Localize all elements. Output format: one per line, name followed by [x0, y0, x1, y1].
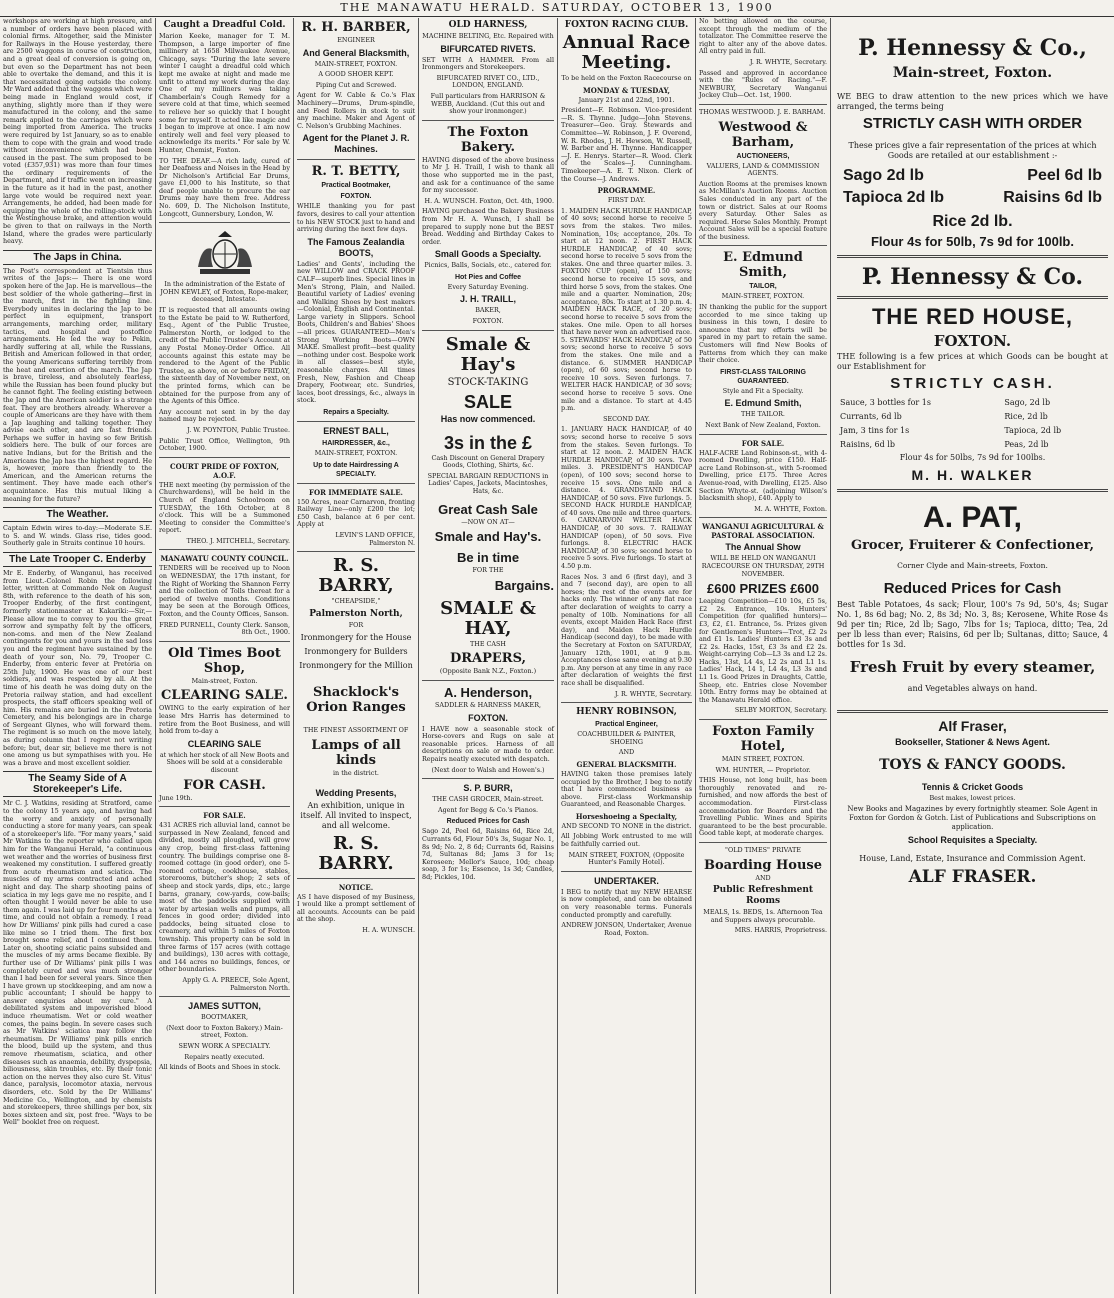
sale-heading: SALE — [463, 391, 512, 412]
rivets-heading: BIFURCATED RIVETS. — [440, 43, 536, 54]
column-1 — [0, 18, 155, 1294]
henderson-town: FOXTON. — [468, 712, 508, 723]
smith-style: Style and Fit a Specialty. — [722, 386, 804, 395]
smith-heading: E. Edmund Smith, — [723, 250, 803, 281]
westwood-trade: AUCTIONEERS, — [736, 152, 790, 160]
rivets-company: BIFURCATED RIVET CO., LTD., LONDON, ENGLAND. — [436, 73, 540, 90]
court-signature: THEO. J. MITCHELL, Secretary. — [186, 536, 290, 545]
barber-trade: ENGINEER — [337, 36, 375, 44]
ball-trade: HAIRDRESSER, &c., — [322, 440, 390, 447]
show-heading: The Annual Show — [725, 542, 801, 553]
annual-meeting-heading: Annual Race Meeting. — [562, 32, 691, 73]
the-cash: THE CASH — [470, 639, 506, 648]
first-day-heading: FIRST DAY. — [607, 196, 646, 205]
burr-grocer: THE CASH GROCER, Main-street. — [432, 795, 544, 804]
reduced-prices-text: Sago 2d, Peel 6d, Raisins 6d, Rice 2d, Currants 6d, Flour 50's 3s, Sugar No. 1, 8s 9d; No. 2, 8 6d; Currants 6d, Raisins 7d, Sultanas 8d; Jams 3 for 1s; Keroseen; Mellor's Sauce, 10d; cheap soap, 3 for 1s; Essence, 1s 3d; Candles, 8d; Pickles, 10d. — [422, 827, 554, 881]
trooper-article: Mr E. Enderby, of Wanganui, has received from Lieut.-Colonel Robin the following letter, written at Commando Nek on August 8th, with reference to the death of his son, Trooper Enderby, of the first contingent, formerly stationmaster at Kakariki:—Sir,—Please allow me to convey to you the great sorrow and sympathy felt by the officers, non-coms. and men of the New Zealand contingents for you and yours in the sad loss you and the regiment have sustained by the death of your son, No. 79, Trooper C. Enderby, from enteric fever at Pretoria on 25th July, 1900. He was one of our best soldiers, and was respected by all. At the time of his death he was doing duty on the Pretoria railway station, and had excellent prospects, the staff officers speaking well of him. His remains are buried in the Pretoria Cemetery, and his belongings are in charge of Sergeant Glynes, who will forward them. The regiment is so much on the move lately, as during column that I regret not writing before; but, dear sir, believe me there is not one among us but sympathises with you. He was a brave and most excellent soldier. — [3, 569, 152, 767]
council-heading: MANAWATU COUNTY COUNCIL. — [160, 554, 289, 564]
zealandia-heading: The Famous Zealandia BOOTS, — [307, 236, 405, 258]
seamy-article: Mr C. J. Watkins, residing at Stratford, came to the colony 15 years ago, and having had the worry and anxiety of personally conducting a store for many years, can speak of a storekeeper's life. "For many years," said Mr Watkins to the reporter who called upon him for the Wanganui Herald, "a continuous wet weather and the worries of business first weakened my constitution. I suffered greatly from acute rheumatism and sciatica. The muscles of my arms contracted and ached night and day. The sharp shooting pains of sciatica in my legs gave me no respite, and I often thought I would never be able to use them again. I was laid up for four months at a time, and could not obtain a remedy. I read how Dr Williams' pink pills had cured a case like mine so I tried them. The first box brought some relief, and I continued them. Later on, shooting sciatic pains subsided and the muscles of my arms became flexible. By further use of Dr Williams' pink pills I was completely cured and was much stronger than I had been for several years. Since then I have grown up stockkeeping, and am now a public accountant; I should be happy to answer enquiries about my cure." A debilitated system and impoverished blood induce rheumatism. Wet or cold weather comes, the pains begin. In severe cases such as Mr Watkins' sciatica may follow the rheumatism. Dr Williams' pink pills enrich the blood, build up the system, and thus remove rheumatism, sciatica, and other diseases such as anaemia, debility, dyspepsia, biliousness, skin troubles, etc. By their tonic action on the nerves they also cure St. Vitus' dance, paralysis, locomotor ataxia, nervous disorders, etc. Sold by the Dr Williams' Medicine Co., Wellington, and by chemists and storekeepers, three shillings per box, six boxes sixteen and six, post free. "Ways to be Well" booklet free on request. — [3, 799, 152, 1127]
hotel-proprietor: WM. HUNTER, — Proprietor. — [715, 765, 811, 774]
planet-heading: Agent for the Planet J. R. Machines. — [302, 133, 410, 155]
fraser-heading-2: ALF FRASER. — [908, 867, 1037, 888]
bakery-heading: The Foxton Bakery. — [447, 124, 529, 155]
notice-heading: NOTICE. — [338, 882, 374, 892]
column-5 — [558, 18, 695, 1294]
strictly-cash-heading: STRICTLY CASH WITH ORDER — [862, 115, 1083, 132]
rice-price: Rice 2d lb. — [932, 213, 1013, 230]
column-2 — [156, 18, 293, 1294]
betty-trade: Practical Bootmaker, — [321, 182, 391, 190]
refreshment-signature: MRS. HARRIS, Proprietress. — [734, 926, 827, 935]
henry-and: AND — [618, 748, 635, 757]
smith-next: Next Bank of New Zealand, Foxton. — [705, 421, 821, 429]
henderson-notice: I HAVE now a seasonable stock of Horse-covers and Rugs on sale at reasonable prices. Harness of all descriptions on sale or made to order. Repairs neatly executed with despatch. — [422, 724, 554, 763]
bakery-signature: H. A. WUNSCH. Foxton, Oct. 4th, 1900. — [424, 196, 554, 205]
farm-sale-notice: 431 ACRES rich alluvial land, cannot be surpassed in New Zealand, fenced and divided, mostly all ploughed, will grow any crop, being first-class fattening country. The buildings comprise one 8-roomed cottage (in good order), one 5-roomed cottage, cookhouse, stables, storerooms, butcher's shop; 2 sets of sheep and stock yards, dips, etc.; large barns, granary, cow-yards, cow-bails; most of the paddocks supplied with water by artesian wells and pumps, all fences in good order; divided into paddocks, being situated close to creamery, and within 5 miles of Foxton township. This property can be sold in three farms of 157 acres (with cottage and buildings), 130 acres with cottage, and 144 acres no buildings, fences, or other boundaries. — [159, 821, 290, 974]
barry-line-3: Ironmongery for the Million — [299, 661, 413, 671]
smith-heading-2: E. Edmund Smith, — [724, 398, 802, 409]
first-day-races: 1. MAIDEN HACK HURDLE HANDICAP, of 40 sovs; second horse to receive 5 sovs from the stakes. Two miles. Nomination, 10s; acceptance, 20s. To start at 12 noon. 2. FIRST HACK HURDLE HANDICAP, of 40 sovs; second horse to receive 5 sovs from the stakes. One and three quarter miles. 3. FOXTON CUP (open), of 150 sovs; second horse to receive 15 sovs, and third horse 5 sovs, from the stakes. One mile and a quarter. Nomination, 20s; acceptance, 80s. To start at 1.30 p.m. 4. MAIDEN HACK RACE, of 20 sovs; second horse to receive 5 sovs from the stakes. One mile. Open to all horses that have never won an advertised race. 5. STEWARDS' HACK HANDICAP, of 50 sovs; second horse to receive 5 sovs from the stakes. One mile and a distance. 6. SUMMER HANDICAP (open), of 60 sovs; second horse to receive 10 sovs. Seven furlongs. 7. WELTER HACK HANDICAP, of 30 sovs; second horse to receive 5 sovs. One mile and a distance. To start at 4.45 p.m. — [561, 206, 692, 413]
tennis-heading: Tennis & Cricket Goods — [921, 781, 1024, 792]
smale-opposite: (Opposite Bank N.Z., Foxton.) — [439, 667, 537, 676]
boarding-heading: Boarding House — [703, 857, 823, 873]
ball-address: MAIN-STREET, FOXTON. — [314, 449, 398, 457]
clearing-sale-heading: CLEARING SALE. — [161, 688, 288, 704]
council-notice: TENDERS will be received up to Noon on WEDNESDAY, the 17th instant, for the Right of Working the Shannon Ferry and the collection of Tolls thereat for a period of twelve months. Conditions may be seen at the Borough Offices, Foxton, and the County Offices, Sanson. — [159, 564, 290, 619]
price-cell: Jam, 3 tins for 1s — [840, 426, 910, 435]
immediate-sale-signature: LEVIN'S LAND OFFICE, Palmerston N. — [335, 530, 415, 547]
reduced-heading-2: Reduced Prices for Cash — [883, 579, 1062, 597]
old-times-heading: "OLD TIMES" PRIVATE — [725, 845, 801, 854]
westwood-heading: Westwood & Barham, — [718, 119, 808, 150]
sale2-notice: HALF-ACRE Land Robinson-st., with 4-roomed Dwelling, price £150. Half-acre Land Robinson-st., with 5-roomed Dwelling, price £175. Three Acres Avenue-road, with Dwelling, £125. Also Section Whyte-st. (adjoining Wilson's blacksmith shop), £40. Apply to — [699, 448, 827, 503]
henry-general: GENERAL BLACKSMITH. — [576, 759, 677, 769]
refreshment-heading: Public Refreshment Rooms — [712, 885, 814, 907]
reduced-text-2: Best Table Potatoes, 4s sack; Flour, 100's 7s 9d, 50's, 4s; Sugar No. 1, 8s 6d bag; No. 2, 8s 3d; No. 3, 8s; Kerosene, White Rose 4s 9d per tin; Rice, 2d lb; Sago, 7lbs for 1s; Tapioca, ditto; Tea, 2d per lb less than ever; Raisins, 6d per lb; Sultanas, ditto; Sauce, 4 bottles for 1s 3d. — [837, 599, 1108, 649]
for-the: FOR THE — [472, 566, 504, 575]
fraser-details: New Books and Magazines by every fortnightly steamer. Sole Agent in Foxton for Gordon & Gotch. List of Publications and Subscriptions on application. — [847, 805, 1098, 832]
great-sale-heading: Great Cash Sale — [438, 501, 538, 517]
small-goods-sub: Picnics, Balls, Socials, etc., catered for. — [424, 261, 552, 270]
price-row — [839, 439, 1106, 451]
barry-for: FOR — [348, 620, 364, 629]
estate-notice: IT is requested that all amounts owing to the Estate be paid to W. Rutherford, Esq., Agent of the Public Trustee, Palmerston North, or lodged to the credit of the Public Trustee's Account at any Postal Money-Order Office. All accounts against this estate may be rendered to the Agent of the Public Trustee, as above, on or before FRIDAY, the sixteenth day of November next, on the printed forms, which can be obtained for the purpose from any of the Agents of this Office. — [159, 306, 290, 406]
undertaker-signature: ANDREW JONSON, Undertaker, Avenue Road, Foxton. — [561, 921, 692, 937]
second-day-races: 1. JANUARY HACK HANDICAP, of 40 sovs; second horse to receive 5 sovs from the stakes. Seven furlongs. To start at 12 noon. 2. MAIDEN HACK HURDLE HANDICAP, of 30 sovs. Two miles. 3. PRESIDENT'S HANDICAP (open), of 100 sovs; second horse to receive 15 sovs. One mile and a distance. 4. GRANDSTAND HACK HANDICAP, of 50 sovs. Five furlongs. 5. SECOND HACK HURDLE HANDICAP, of 40 sovs. One mile and three quarters. 6. CARNARVON WELTER HACK HANDICAP, of 30 sovs. 7. RAILWAY HANDICAP (open), of 50 sovs. Five furlongs. 8. ELECTRIC HACK HANDICAP, of 30 sovs; second horse to receive 5 sovs. Five furlongs. To start at 4.50 p.m. — [561, 425, 692, 571]
japs-heading: The Japs in China. — [3, 250, 152, 265]
barry-line-1: Ironmongery for the House — [300, 633, 412, 643]
pat-address: Corner Clyde and Main-streets, Foxton. — [897, 561, 1048, 570]
betty-address: FOXTON. — [340, 193, 372, 201]
barber-shoer: A GOOD SHOER KEPT. — [318, 70, 394, 79]
be-in-time: Be in time — [456, 550, 520, 566]
price-cell: Raisins, 6d lb — [840, 440, 895, 449]
retailed-text: These prices give a fair representation of the prices at which Goods are retailed at our establishment :- — [848, 141, 1097, 160]
fruit-heading: Fresh Fruit by every steamer, — [849, 657, 1096, 676]
second-day-heading: SECOND DAY. — [603, 414, 650, 423]
westwood-partners: THOMAS WESTWOOD. J. E. BARHAM. — [699, 107, 826, 116]
discount-heading: 3s in the £ — [443, 432, 533, 453]
wedding-text: An exhibition, unique in itself. All invited to inspect, and all welcome. — [300, 800, 412, 830]
burr-heading: S. P. BURR, — [463, 783, 513, 794]
cash-date: June 19th. — [159, 793, 193, 802]
hennessy-address: Main-street, Foxton. — [892, 65, 1053, 81]
price-cell: Sauce, 3 bottles for 1s — [840, 398, 931, 407]
henderson-trade: SADDLER & HARNESS MAKER, — [434, 701, 542, 709]
sutton-repairs: Repairs neatly executed. — [184, 1052, 265, 1061]
immediate-sale-heading: FOR IMMEDIATE SALE. — [309, 487, 403, 497]
drapers-heading: DRAPERS, — [449, 651, 527, 667]
show-details: Leaping Competition—£10 10s, £5 5s, £2 2s. Entrance, 10s. Hunters' Competition (for qualified hunters)—£3, £2, £1. Entrance, 5s. Prizes given for Gentlemen's Hunters—Trot, £2 2s and £1 1s. Ladies' Hunters £3 3s and £2 2s. Hacks, 15st, £3 3s and £2 2s. Weight-carrying Cob—L3 3s and L2 2s. Hacks, 13st, L4 4s, L2 2s and L1 1s. Ladies' Hack, 14 1, L4 4s, L3 3s and L1 1s. Good Prizes in Draughts, Cattle, Sheep, etc. Entries close November 10th. Entry forms may be obtained at the Manawatu Herald office. — [699, 597, 827, 704]
estate-heading: In the administration of the Estate of JOHN KEWLEY, of Foxton, Rope-maker, deceased, Intestate. — [160, 280, 289, 304]
bakery-notice: HAVING disposed of the above business to Mr J. H. Traill, I wish to thank all those who supported me in the past, and ask for a continuance of the same for my successor. — [422, 155, 554, 195]
barry-cheapside: "CHEAPSIDE," — [331, 597, 381, 606]
henry-heading: HENRY ROBINSON, — [576, 707, 677, 718]
ball-slogan: Up to date Hairdressing A SPECIALTY. — [313, 461, 399, 478]
price-cell: Sago 2d lb — [843, 167, 924, 184]
rivets-note: Full particulars from HARRISON & WEBB, Auckland. (Cut this out and show your ironmonger.) — [430, 91, 546, 116]
for-sale-heading: FOR SALE. — [203, 811, 246, 821]
henry-trade: Practical Engineer, — [595, 721, 658, 729]
harness-sub: MACHINE BELTING, Etc. Repaired with — [422, 32, 554, 40]
traill-notice: HAVING purchased the Bakery Business from Mr H. A. Wunsch, I shall be prepared to supply none but the BEST Bread. Wedding and Birthday Cakes to order. — [422, 207, 554, 246]
betting-signature: J. R. WHYTE, Secretary. — [749, 57, 827, 66]
notice-text: AS I have disposed of my Business, I would like a prompt settlement of all accounts. Accounts can be paid at the shop. — [297, 892, 415, 924]
repairs-heading: Repairs a Specialty. — [323, 409, 389, 416]
tennis-sub: Best makes, lowest prices. — [929, 793, 1016, 802]
price-row — [839, 188, 1106, 208]
barber-smith: And General Blacksmith, — [302, 47, 410, 58]
henry-coach: COACHBUILDER & PAINTER, SHOEING — [577, 730, 676, 746]
toys-heading: TOYS & FANCY GOODS. — [879, 756, 1066, 773]
school-heading: School Requisites a Specialty. — [907, 835, 1038, 846]
betty-notice: WHILE thanking you for past favors, desires to call your attention to his NEW STOCK just to hand and arriving during the next few days. — [297, 202, 415, 234]
race-signature: J. R. WHYTE, Secretary. — [614, 689, 692, 698]
fraser-trade: Bookseller, Stationer & News Agent. — [895, 736, 1050, 747]
meeting-venue: To be held on the Foxton Racecourse on — [561, 74, 692, 82]
barry-line-2: Ironmongery for Builders — [304, 647, 408, 657]
railway-article: workshops are working at high pressure, and a number of orders have been placed with colonial firms. Altogether, said the Minister for Railways in the House yesterday, there are 2500 waggons in course of construction, and a great deal of conversion is going on, but even so the Department has not been able to overtake the demand, and this it is that necessitated going outside the colony. Mr Ward added that the waggons which were being made in England would cost, if anything, slightly more than if they were manufactured in the colony, and the same remark applied to the carriages which were being imported from America. The trucks were required by 1st January, so as to enable them to cope with the grain and wood trade without inconvenience which had been caused in the past. The sum proposed to be voted (£357,931) was more than four times the ordinary requirements of the Department, and if traffic went on increasing in the future as it had in the past, another large vote would be required next year. Arrangements, he added, had been made for equipping the whole of the rolling-stock with the Westinghouse brake, and attention would be given to that on railways in the North Island, where the grades were particularly heavy. — [3, 18, 152, 246]
refreshment-details: MEALS, 1s. BEDS, 1s. Afternoon Tea and Suppers always procurable. — [703, 908, 823, 924]
meeting-dates: January 21st and 22nd, 1901. — [578, 95, 675, 104]
westwood-sub: VALUERS, LAND & COMMISSION AGENTS. — [706, 161, 820, 178]
undertaker-heading: UNDERTAKER. — [594, 875, 659, 886]
racing-club-heading: FOXTON RACING CLUB. — [564, 20, 689, 30]
sutton-heading: JAMES SUTTON, — [188, 1001, 261, 1012]
royal-coat-of-arms-icon — [190, 227, 260, 277]
flour-price: Flour 4s for 50lb, 7s 9d for 100lb. — [870, 234, 1074, 249]
boarding-and: AND — [755, 873, 771, 882]
price-cell: Raisins 6d lb — [1003, 189, 1102, 206]
price-row — [839, 411, 1106, 423]
sale2-heading: FOR SALE. — [741, 438, 785, 448]
weather-article: Captain Edwin wires to-day:—Moderate S.E. to S. and W. winds. Glass rise, tides good. Southerly gale in Straits continue 10 hours. — [3, 524, 152, 548]
price-cell: Tapioca 2d lb — [843, 189, 945, 206]
great-sale-smale: Smale and Hay's. — [434, 529, 542, 545]
betting-notice: No betting allowed on the course, except through the medium of the totalizator. The Committee reserve the right to alter any of the above dates. All entry paid in full. — [699, 18, 827, 56]
japs-article: The Post's correspondent at Tientsin thus writes of the Japs:— There is one word spoken here of the Jap. He is marvellous—the best soldier of the whole gathering—first in the march, first in the fighting line. Everybody unites in declaring the Jap to be perfect in equipment, transport arrangements, marching order, military tactics, and hospital and postoffice arrangements. He led the way to Pekin, hardly suffering at all, while the Russians, British and American followed in that order, the young Americans suffering terribly from the heat and exertion of the march. The Jap is brave, tireless, and absolutely fearless, while the Russian has been found plucky but he cannot fight. The feeling existing between the Jap and the American soldier is a strange feat. They are brothers already. Wherever a couple of Americans are they have with them a Jap laughing and talking together. They advise each other, and are fast friends. Perhaps we suffer in having so few British soldiers here. The bulk of our forces are native Indians, but for the British and the Americans the Jap has the highest regard. He is, however, more than friendly to the American, and the American returns the sentiment. They have made each other's acquaintance. Has this mutual liking a meaning for the future? — [3, 266, 152, 503]
traill-heading: J. H. TRAILL, — [460, 294, 516, 305]
smale-hay-heading: SMALE & HAY, — [440, 597, 536, 639]
programme-heading: PROGRAMME. — [597, 186, 656, 196]
red-house-heading: THE RED HOUSE, — [871, 304, 1074, 329]
grocer-heading: Grocer, Fruiterer & Confectioner, — [850, 538, 1095, 553]
masthead: THE MANAWATU HERALD. SATURDAY, OCTOBER 13, 1900 — [0, 0, 1114, 17]
henry-notice: HAVING taken those premises lately occupied by the Brother, I beg to notify that I have commenced business as above. First-class Workmanship Guaranteed, and Reasonable Charges. — [561, 769, 692, 809]
hotel-address: MAIN STREET, FOXTON. — [721, 755, 805, 764]
boot-shop-heading: Old Times Boot Shop, — [168, 645, 281, 676]
race-notes: Races Nos. 3 and 6 (first day), and 3 and 7 (second day), are open to all horses; the rest of the events are for hacks only. The winner of any flat race after declaration of weights to carry a penalty of 10lb. Nominations for all events, except Maiden Hack Race (first day), and Maiden Hack Hurdle Handicap (second day), to be made with the Secretary at Foxton on SATURDAY, January 12th, 1901, at 9 p.m. Acceptances close same evening at 9.30 p.m. Any person at any time in any race after declaration of weights the first race shall be disqualified. — [561, 572, 692, 687]
price-cell: Peas, 2d lb — [1004, 440, 1049, 449]
cold-article: Marion Keeke, manager for T. M. Thompson, a large importer of fine millinery at 1658 Milwaukee Avenue, Chicago, says: "During the late severe winter I caught a dreadful cold which kept me awake at night and made me unfit to attend my work during the day. One of my milliners was taking Chamberlain's Cough Remedy for a severe cold at that time, which seemed to relieve her so quickly that I bought some for myself. It acted like magic and I began to improve at once. I am now entirely well and feel very pleased to acknowledge its merits." For sale by W. Hunter, Chemist, Foxton. — [159, 32, 290, 154]
sale-commenced: Has now commenced. — [440, 413, 536, 424]
hennessy-intro: WE BEG to draw attention to the new prices which we have arranged, the terms being — [837, 92, 1108, 111]
farm-sale-signature: Apply G. A. PREECE, Sole Agent, Palmerston North. — [182, 976, 290, 992]
horseshoe-heading: Horseshoeing a Specialty, — [575, 811, 678, 821]
immediate-sale-notice: 150 Acres, near Carnarvon, fronting Railway Line—only £200 the lot; £50 Cash, balance at 6 per cent. Apply at — [297, 497, 415, 529]
hot-pies-sub: Every Saturday Evening. — [447, 282, 529, 291]
meeting-days: MONDAY & TUESDAY, — [583, 85, 670, 95]
sutton-trade: BOOTMAKER, — [201, 1013, 248, 1022]
boot-shop-address: Main-street, Foxton. — [191, 676, 258, 685]
pat-heading: A. PAT, — [923, 501, 1022, 534]
court-notice: THE next meeting (by permission of the Churchwardens), will be held in the Church of England Schoolroom on TUESDAY, the 16th October, at 8 o'clock. This will be a Summoned Meeting to consider the Committee's report. — [159, 480, 290, 535]
barry-heading-2: R. S. BARRY. — [318, 832, 394, 874]
reduced-prices-heading: Reduced Prices for Cash — [446, 818, 530, 826]
weather-heading: The Weather. — [3, 507, 152, 522]
henderson-heading: A. Henderson, — [443, 685, 533, 700]
horseshoe-sub: AND SECOND TO NONE in the district. — [561, 821, 692, 830]
red-house-prices — [837, 395, 1108, 453]
traill-address: FOXTON. — [472, 317, 504, 326]
price-cell: Currants, 6d lb — [840, 412, 902, 421]
notice-signature: H. A. WUNSCH. — [362, 925, 415, 934]
price-cell: Tapioca, 2d lb — [1004, 426, 1062, 435]
price-row — [839, 425, 1106, 437]
council-signature: FRED PURNELL, County Clerk. Sanson, 8th Oct., 1900. — [159, 620, 290, 637]
lamps-district: in the district. — [333, 768, 379, 777]
hot-pies-heading: Hot Pies and Coffee — [454, 273, 522, 281]
hennessy-heading: P. Hennessy & Co., — [858, 35, 1087, 61]
clearing-sale-sub: CLEARING SALE — [187, 738, 262, 749]
trust-office: Public Trust Office, Wellington, 9th October, 1900. — [159, 436, 290, 453]
red-house-town: FOXTON. — [933, 332, 1012, 350]
ball-heading: ERNEST BALL, — [323, 426, 389, 436]
wedding-heading: Wedding Presents, — [315, 787, 397, 798]
deaf-notice: TO THE DEAF.—A rich lady, cured of her Deafness and Noises in the Head by Dr Nicholson's Artificial Ear Drums, gave £1,000 to his Institute, so that deaf people unable to procure the ear Drums may have them free. Address No. 609, D. The Nicholson Institute, Longcott, Gunnersbury, London, W. — [159, 156, 290, 218]
approval-notice: Passed and approved in accordance with the "Rules of Racing."—F. NEWBURY, Secretary Wanganui Jockey Club—Oct. 1st, 1900. — [699, 68, 827, 100]
strictly-cash-heading-2: STRICTLY CASH. — [890, 375, 1055, 392]
barry-town: Palmerston North, — [309, 608, 403, 619]
smith-trade: TAILOR, — [749, 283, 777, 291]
show-signature: SELBY MORTON, Secretary. — [734, 706, 827, 715]
hotel-details: THIS House, not long built, has been thoroughly renovated and re-furnished, and now affords the best of accommodation. First-class accommodation for Boarders and the Travelling Public. Wines and Spirits guaranteed to be the best procurable. Good table kept, at moderate charges. — [699, 776, 827, 838]
price-cell: Sago, 2d lb — [1004, 398, 1051, 407]
for-cash-heading: FOR CASH. — [183, 777, 266, 793]
red-house-intro: THE following is a few prices at which Goods can be bought at our Establishment for — [837, 352, 1108, 371]
smith-guarantee: FIRST-CLASS TAILORING GUARANTEED. — [720, 368, 806, 385]
smith-address: MAIN-STREET, FOXTON. — [721, 292, 805, 301]
bargains: Bargains. — [494, 577, 554, 593]
barber-address: MAIN-STREET, FOXTON. — [314, 59, 398, 68]
barber-heading: R. H. BARBER, — [301, 20, 411, 35]
seamy-heading: The Seamy Side of A Storekeeper's Life. — [3, 771, 152, 797]
price-row — [839, 166, 1106, 186]
prizes-heading: £600 PRIZES £600 — [706, 581, 820, 597]
house-agent: House, Land, Estate, Insurance and Commission Agent. — [859, 854, 1086, 864]
fraser-heading: Alf Fraser, — [938, 717, 1007, 734]
hotel-heading: Foxton Family Hotel, — [712, 724, 814, 755]
walker-heading: M. H. WALKER — [911, 467, 1034, 483]
zealandia-details: Ladies' and Gents', including the new WILLOW and CRACK PROOF CALF—superb lines. Special lines in Men's Strong, Plain, and Nailed. Beautiful variety of Ladies' evening and Walking Shoes by best makers—Colonial, English and Continental. Large variety in Slippers. School Boots, Children's and Babies' Shoes—all prices. GUARANTEED—Men's Strong Working Boots—OWN MAKE. Smallest profit—best quality—nothing under cost. Bespoke work in all classes—best style, reasonable charges. All times Fresh, New, Fashion and Cheap Drapery, Footwear, etc. Sundries, laces, boot dressings, &c., always in stock. — [297, 259, 415, 405]
barber-details: Agent for W. Cable & Co.'s Flax Machinery—Drums, Drum-spindle, and Feed Rollers in stock to suit any machine. Maker and Agent of C. Nelson's Grubbing Machines. — [297, 91, 415, 130]
court-heading: COURT PRIDE OF FOXTON, A.O.F. — [170, 461, 279, 480]
flour-price-2: Flour 4s for 50lbs, 7s 9d for 100lbs. — [899, 453, 1046, 462]
henderson-address: (Next door to Walsh and Howen's.) — [431, 765, 545, 774]
rivets-text: SET WITH A HAMMER. From all Ironmongers and Storekeepers. — [422, 55, 554, 72]
column-6 — [696, 18, 830, 1294]
finest-assortment: THE FINEST ASSORTMENT OF — [303, 726, 409, 735]
shacklock-heading: Shacklock's Orion Ranges — [306, 685, 406, 716]
sale2-signature: M. A. WHYTE, Foxton. — [754, 504, 827, 513]
sutton-stock: All kinds of Boots and Shoes in stock. — [159, 1063, 281, 1072]
barber-piping: Piping Cut and Screwed. — [315, 80, 397, 89]
harness-heading: OLD HARNESS, — [448, 20, 528, 30]
betty-heading: R. T. BETTY, — [311, 164, 401, 180]
henry-address: MAIN STREET, FOXTON, (Opposite Hunter's Family Hotel). — [568, 850, 685, 867]
price-cell: Rice, 2d lb — [1004, 412, 1048, 421]
smith-notice: IN thanking the public for the support accorded to me since taking up business in this town, I desire to announce that my efforts will be spared in my part to retain the same. Customers will find New Books of Patterns from which they can make their choice. — [699, 303, 827, 365]
price-cell: Peel 6d lb — [1027, 167, 1102, 184]
show-held: WILL BE HELD ON WANGANUI RACECOURSE ON THURSDAY, 29TH NOVEMBER. — [701, 554, 825, 578]
column-7 — [831, 18, 1114, 1294]
smith-tailor: THE TAILOR. — [741, 410, 785, 419]
cold-heading: Caught a Dreadful Cold. — [163, 20, 286, 30]
hennessy-prices — [837, 164, 1108, 210]
sutton-specialty: SEWN WORK A SPECIALTY. — [178, 1042, 271, 1050]
price-row — [839, 397, 1106, 409]
burr-agent: Agent for Begg & Co.'s Pianos. — [437, 805, 539, 814]
undertaker-notice: I BEG to notify that my NEW HEARSE is now completed, and can be obtained on very reasonable terms. Funerals conducted promptly and carefully. — [561, 887, 692, 919]
hennessy-heading-2: P. Hennessy & Co. — [861, 264, 1084, 290]
estate-rejected: Any account not sent in by the day named may be rejected. — [159, 407, 290, 424]
lamps-heading: Lamps of all kinds — [311, 737, 401, 768]
fruit-sub: and Vegetables always on hand. — [907, 683, 1038, 693]
trooper-heading: The Late Trooper C. Enderby — [3, 552, 152, 567]
discount-text: Cash Discount on General Drapery Goods, Clothing, Shirts, &c. — [431, 453, 545, 470]
agri-heading: WANGANUI AGRICULTURAL & PASTORAL ASSOCIATION. — [702, 522, 824, 541]
great-sale-now: —NOW ON AT— — [461, 517, 515, 526]
traill-trade: BAKER, — [475, 306, 501, 315]
henry-jobbing: All Jobbing Work entrusted to me will be faithfully carried out. — [561, 832, 692, 849]
smale-heading: Smale & Hay's — [445, 333, 531, 375]
clearing-notice: OWING to the early expiration of her lease Mrs Harris has determined to retire from the Boot Business, and will hold from to-day a — [159, 704, 290, 736]
stock-taking: STOCK-TAKING — [447, 376, 529, 388]
column-4 — [419, 18, 557, 1294]
westwood-details: Auction Rooms at the premises known as McMillan's Auction Rooms. Auction Sales conducted in any part of the town or district. Sales at our Rooms every Saturday. Other Sales as required. Horse Sales Monthly. Prompt Account Sales will be a special feature of the business. — [699, 179, 827, 241]
sutton-address: (Next door to Foxton Bakery.) Main-street, Foxton. — [166, 1023, 283, 1040]
barry-heading: R. S. BARRY, — [318, 555, 394, 597]
trustee-signature: J. W. POYNTON, Public Trustee. — [187, 425, 290, 434]
small-goods-heading: Small Goods a Specialty. — [434, 249, 542, 260]
column-3 — [294, 18, 418, 1294]
clearing-discount: at which her stock of all New Boots and Shoes will be sold at a considerable discount — [159, 750, 290, 774]
club-officers: President—F. Robinson. Vice-president—R. S. Thynne. Judge—John Stevens. Treasurer—Geo. Gray. Stewards and Committee—W. Robinson, J. F. Overend, W. R. Rhodes, J. H. Hewson, W. Russell, W. Barber and H. Thynne. Handicapper—J. E. Henrys. Starter—R. Wood. Clerk of the Scales—J. Cunningham. Timekeeper—A. E. T. Nixon. Clerk of the Course—J. Andrews. — [561, 106, 692, 183]
special-bargain: SPECIAL BARGAIN REDUCTIONS in Ladies' Capes, Jackets, Macintoshes, Hats, &c. — [427, 471, 549, 496]
